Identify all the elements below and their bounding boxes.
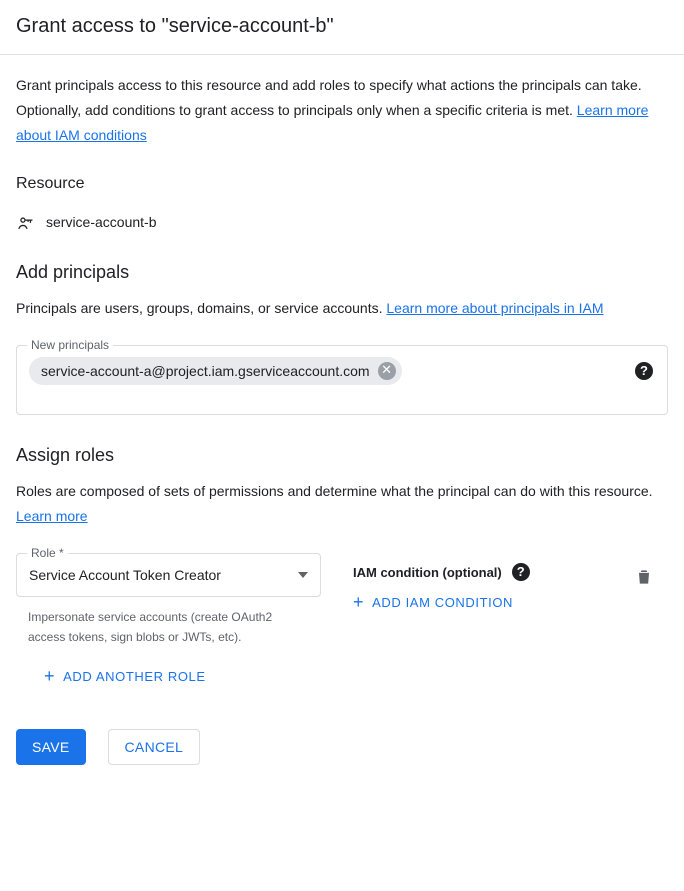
intro-text [16, 73, 656, 148]
new-principals-label: New principals [27, 338, 113, 352]
iam-condition-column [353, 553, 668, 647]
dialog-content [0, 73, 684, 765]
add-principals-heading: Add principals [16, 262, 130, 282]
remove-chip-icon[interactable]: ✕ [378, 362, 396, 380]
assign-roles-heading: Assign roles [16, 445, 115, 465]
resource-row [16, 212, 668, 232]
add-another-role-button[interactable] [44, 666, 206, 686]
roles-help-body: Roles are composed of sets of permissions and determine what the principal can do with this resource. [16, 483, 653, 499]
role-select-label: Role * [27, 546, 68, 560]
iam-condition-label [353, 563, 668, 581]
resource-heading: Resource [16, 175, 85, 192]
plus-icon: + [353, 592, 365, 612]
principals-help-link[interactable]: Learn more about principals in IAM [386, 300, 604, 316]
add-iam-condition-label: ADD IAM CONDITION [372, 595, 514, 610]
save-button[interactable]: SAVE [16, 729, 86, 765]
principal-chip[interactable] [29, 357, 402, 385]
service-account-icon [16, 212, 36, 232]
add-iam-condition-button[interactable] [353, 592, 514, 612]
iam-condition-label-text: IAM condition (optional) [353, 564, 502, 580]
role-select-value: Service Account Token Creator [29, 567, 221, 583]
role-row [16, 546, 668, 647]
role-select[interactable] [16, 546, 321, 597]
page-title: Grant access to "service-account-b" [16, 15, 334, 37]
principals-help-body: Principals are users, groups, domains, or service accounts. [16, 300, 383, 316]
role-description: Impersonate service accounts (create OAuth2 access tokens, sign blobs or JWTs, etc). [28, 610, 273, 644]
role-column [16, 546, 321, 647]
roles-help-link[interactable]: Learn more [16, 508, 88, 524]
chevron-down-icon[interactable] [298, 572, 308, 578]
principals-help [16, 296, 662, 321]
help-icon[interactable]: ? [512, 563, 530, 581]
add-another-role-label: ADD ANOTHER ROLE [63, 669, 206, 684]
plus-icon: + [44, 666, 56, 686]
iam-conditions-link[interactable]: Learn more about IAM conditions [16, 102, 649, 143]
new-principals-field[interactable] [16, 338, 668, 415]
cancel-button[interactable]: CANCEL [108, 729, 201, 765]
intro-text-body: Grant principals access to this resource and add roles to specify what actions the principals can take. Optionally, add conditions to grant access to principals only when a specific criteria is met. [16, 77, 642, 118]
roles-help [16, 479, 662, 529]
resource-name: service-account-b [46, 214, 157, 230]
dialog-actions [16, 729, 668, 765]
principals-help-icon[interactable] [635, 362, 653, 380]
delete-icon[interactable] [634, 567, 656, 589]
help-icon[interactable]: ? [635, 362, 653, 380]
title-divider [0, 54, 684, 55]
principal-chip-label: service-account-a@project.iam.gserviceaccount.com [41, 363, 370, 379]
